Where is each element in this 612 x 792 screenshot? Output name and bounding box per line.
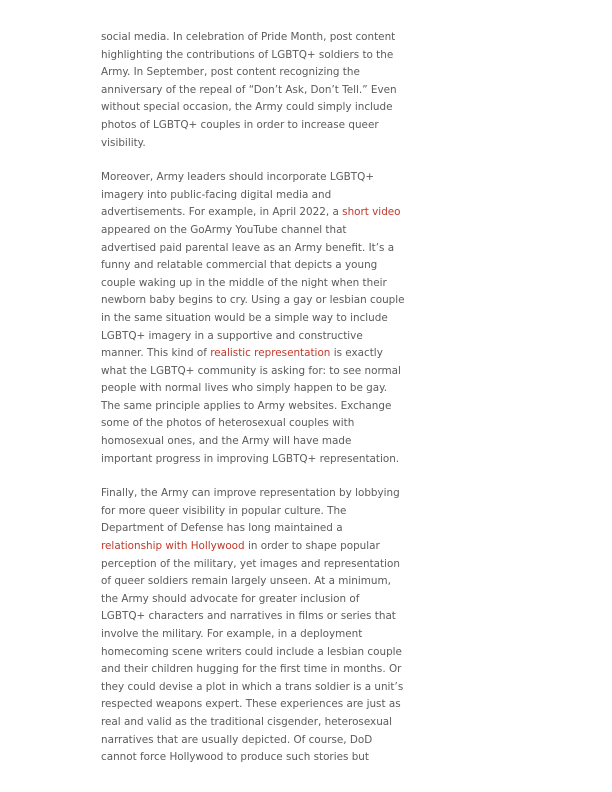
text-segment: the Army should advocate for greater inclusion of — [101, 592, 360, 605]
text-segment: for more queer visibility in popular culture. The — [101, 504, 347, 517]
text-line — [101, 415, 391, 433]
text-line — [101, 398, 391, 416]
text-segment: social media. In celebration of Pride Month, post content — [101, 31, 396, 43]
text-segment: people with normal lives who simply happen to be gay. — [101, 382, 388, 395]
text-segment: of queer soldiers remain largely unseen. At a minimum, — [101, 575, 391, 588]
text-line — [101, 696, 401, 714]
text-segment: advertisements. For example, in April 2022, a — [101, 206, 343, 219]
inline-link[interactable]: short video — [342, 206, 401, 219]
text-line — [101, 29, 396, 47]
text-segment: manner. This kind of — [101, 347, 211, 360]
text-line — [101, 520, 391, 538]
text-segment: in order to shape popular — [244, 540, 380, 553]
text-segment: newborn baby begins to cry. Using a gay or lesbian couple — [101, 294, 405, 307]
text-line — [101, 99, 391, 117]
text-line — [101, 626, 391, 644]
text-line — [101, 451, 400, 469]
text-line — [101, 64, 391, 82]
text-line — [101, 292, 405, 310]
text-line — [101, 257, 391, 275]
text-segment: is exactly — [330, 347, 383, 360]
text-line — [101, 310, 391, 328]
text-segment: advertised paid parental leave as an Army benefit. It’s a — [101, 241, 395, 254]
text-line — [101, 187, 391, 205]
text-line — [101, 275, 391, 293]
text-segment: Finally, the Army can improve representation by lobbying — [101, 487, 400, 500]
text-line — [101, 714, 391, 732]
text-segment: LGBTQ+ imagery in a supportive and constructive — [101, 329, 363, 342]
text-line — [101, 608, 396, 626]
article-body — [101, 29, 405, 784]
text-line — [101, 222, 391, 240]
article-paragraph — [101, 169, 405, 468]
text-line — [101, 82, 397, 100]
text-line — [101, 749, 391, 767]
article-paragraph — [101, 29, 397, 152]
text-line — [101, 328, 391, 346]
text-line — [101, 135, 391, 153]
text-segment: and their children hugging for the first time in months. Or — [101, 663, 402, 676]
text-segment: they could devise a plot in which a trans soldier is a unit’s — [101, 680, 404, 693]
text-segment: visibility. — [101, 136, 146, 149]
text-segment: without special occasion, the Army could simply include — [101, 101, 393, 114]
text-line — [101, 117, 391, 135]
text-line — [101, 240, 395, 258]
text-segment: cannot force Hollywood to produce such stories but — [101, 751, 369, 764]
text-line — [101, 503, 391, 521]
text-segment: homecoming scene writers could include a lesbian couple — [101, 645, 402, 658]
text-line — [101, 169, 391, 187]
text-segment: in the same situation would be a simple way to include — [101, 311, 388, 324]
text-segment: perception of the military, yet images and representation — [101, 557, 400, 570]
text-line — [101, 591, 391, 609]
text-segment: highlighting the contributions of LGBTQ+ soldiers to the — [101, 48, 394, 61]
text-line — [101, 485, 400, 503]
text-line — [101, 345, 391, 363]
text-segment: imagery into public-facing digital media and — [101, 188, 332, 201]
text-segment: important progress in improving LGBTQ+ representation. — [101, 452, 400, 465]
text-line — [101, 644, 402, 662]
text-line — [101, 538, 391, 556]
text-segment: couple waking up in the middle of the night when their — [101, 276, 387, 289]
text-line — [101, 679, 404, 697]
inline-link[interactable]: realistic representation — [210, 347, 331, 360]
text-segment: involve the military. For example, in a deployment — [101, 628, 363, 640]
text-segment: Army. In September, post content recognizing the — [101, 66, 360, 79]
text-line — [101, 380, 391, 398]
text-segment: LGBTQ+ characters and narratives in films or series that — [101, 610, 396, 623]
text-line — [101, 433, 391, 451]
text-segment: some of the photos of heterosexual couples with — [101, 417, 355, 430]
text-line — [101, 732, 391, 750]
text-segment: narratives that are usually depicted. Of course, DoD — [101, 733, 373, 746]
text-segment: appeared on the GoArmy YouTube channel that — [101, 223, 347, 236]
text-segment: Moreover, Army leaders should incorporate LGBTQ+ — [101, 171, 375, 184]
text-line — [101, 556, 400, 574]
text-segment: homosexual ones, and the Army will have made — [101, 435, 352, 448]
text-segment: The same principle applies to Army websites. Exchange — [101, 399, 392, 412]
text-segment: photos of LGBTQ+ couples in order to increase queer — [101, 118, 379, 131]
text-line — [101, 47, 394, 65]
text-segment: funny and relatable commercial that depicts a young — [101, 259, 378, 272]
text-segment: respected weapons expert. These experiences are just as — [101, 698, 401, 711]
text-line — [101, 204, 401, 222]
text-line — [101, 661, 402, 679]
text-line — [101, 363, 401, 381]
inline-link[interactable]: relationship with Hollywood — [101, 540, 245, 553]
text-segment: what the LGBTQ+ community is asking for: to see normal — [101, 364, 401, 377]
text-segment: anniversary of the repeal of “Don’t Ask, Don’t Tell.” Even — [101, 83, 397, 96]
article-paragraph — [101, 485, 404, 767]
text-segment: real and valid as the traditional cisgender, heterosexual — [101, 715, 393, 728]
text-segment: Department of Defense has long maintained a — [101, 522, 343, 535]
text-line — [101, 573, 391, 591]
